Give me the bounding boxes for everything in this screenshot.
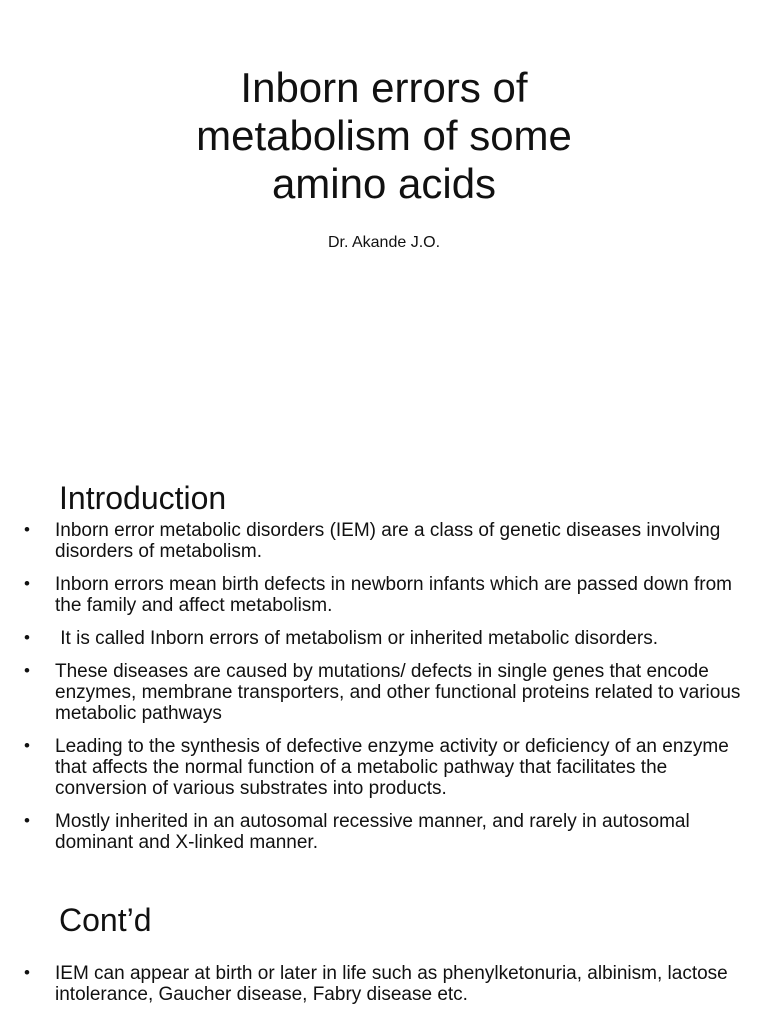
section-heading: Introduction — [59, 480, 227, 516]
bullet-icon: • — [24, 736, 30, 755]
bullet-text: These diseases are caused by mutations/ defects in single genes that encode enzymes, membrane transporters, and other functional proteins related to various metabolic pathways — [55, 661, 741, 724]
list-item — [0, 736, 768, 799]
bullet-icon: • — [24, 628, 30, 647]
bullet-list — [0, 963, 768, 1017]
list-item — [0, 811, 768, 853]
bullet-list — [0, 520, 768, 865]
title-line: Inborn errors of — [240, 64, 528, 111]
bullet-text: Leading to the synthesis of defective enzyme activity or deficiency of an enzyme that affects the normal function of a metabolic pathway that facilitates the conversion of various substrates into products. — [55, 736, 729, 799]
list-item — [0, 628, 768, 649]
list-item — [0, 520, 768, 562]
bullet-icon: • — [24, 574, 30, 593]
bullet-icon: • — [24, 811, 30, 830]
title-slide — [0, 0, 768, 460]
bullet-text: Inborn errors mean birth defects in newborn infants which are passed down from the family and affect metabolism. — [55, 574, 732, 616]
bullet-icon: • — [24, 963, 30, 982]
title-line: metabolism of some — [196, 112, 572, 159]
introduction-slide — [0, 460, 768, 865]
bullet-text: Inborn error metabolic disorders (IEM) are a class of genetic diseases involving disorders of metabolism. — [55, 520, 721, 562]
bullet-icon: • — [24, 520, 30, 539]
bullet-text: IEM can appear at birth or later in life such as phenylketonuria, albinism, lactose intolerance, Gaucher disease, Fabry disease etc. — [55, 963, 728, 1005]
bullet-icon: • — [24, 661, 30, 680]
title-line: amino acids — [271, 160, 497, 207]
bullet-text: It is called Inborn errors of metabolism or inherited metabolic disorders. — [55, 628, 658, 649]
bullet-text: Mostly inherited in an autosomal recessive manner, and rarely in autosomal dominant and X-linked manner. — [55, 811, 690, 853]
section-heading: Cont’d — [59, 902, 152, 938]
list-item — [0, 963, 768, 1005]
list-item — [0, 661, 768, 724]
list-item — [0, 574, 768, 616]
author-name: Dr. Akande J.O. — [327, 234, 441, 251]
slide-title — [0, 64, 768, 208]
contd-slide — [0, 880, 768, 1024]
